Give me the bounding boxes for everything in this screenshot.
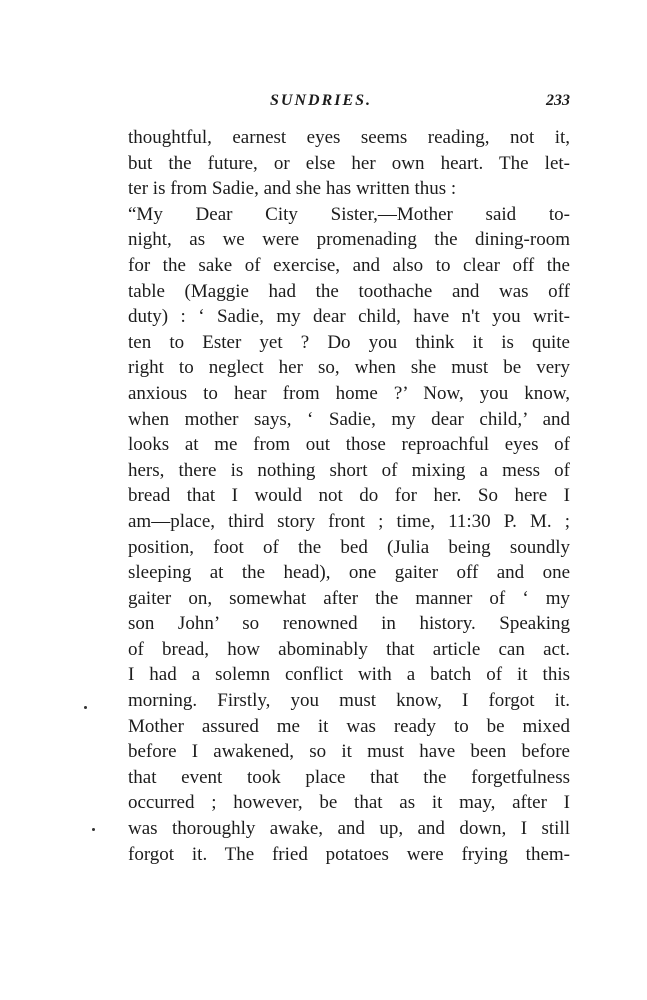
text-line-20: son John’ so renowned in history. Speaking [128, 613, 570, 635]
text-line-28: was thoroughly awake, and up, and down, I still [128, 818, 570, 840]
text-line-17: position, foot of the bed (Julia being soundly [128, 536, 570, 558]
text-line-18: sleeping at the head), one gaiter off and one [128, 562, 570, 584]
text-line-2: but the future, or else her own heart. The let- [128, 152, 570, 174]
text-line-13: looks at me from out those reproachful eyes of [128, 434, 570, 456]
text-line-15: bread that I would not do for her. So here I [128, 485, 570, 507]
text-line-21: of bread, how abominably that article can act. [128, 638, 570, 660]
text-line-25: before I awakened, so it must have been before [128, 741, 570, 763]
margin-mark [84, 706, 87, 709]
margin-mark [92, 828, 95, 831]
text-line-19: gaiter on, somewhat after the manner of ‘ my [128, 587, 570, 609]
text-line-6: for the sake of exercise, and also to clear off the [128, 254, 570, 276]
text-line-5: night, as we were promenading the dining-room [128, 229, 570, 251]
text-line-27: occurred ; however, be that as it may, after I [128, 792, 570, 814]
text-line-9: ten to Ester yet ? Do you think it is quite [128, 331, 570, 353]
text-line-12: when mother says, ‘ Sadie, my dear child,’ and [128, 408, 570, 430]
text-line-11: anxious to hear from home ?’ Now, you know, [128, 382, 570, 404]
text-line-22: I had a solemn conflict with a batch of it this [128, 664, 570, 686]
running-head-title: SUNDRIES. [270, 92, 373, 109]
text-line-3: ter is from Sadie, and she has written thus : [128, 178, 457, 200]
text-line-16: am—place, third story front ; time, 11:30 P. M. ; [128, 510, 570, 532]
text-line-10: right to neglect her so, when she must be very [128, 357, 570, 379]
text-line-24: Mother assured me it was ready to be mixed [128, 715, 570, 737]
page-number: 233 [546, 92, 570, 109]
body-text [128, 125, 570, 867]
text-line-26: that event took place that the forgetfulness [128, 766, 570, 788]
running-head [128, 92, 570, 116]
text-line-1: thoughtful, earnest eyes seems reading, not it, [128, 127, 570, 148]
text-line-23: morning. Firstly, you must know, I forgot it. [128, 690, 570, 712]
text-line-29: forgot it. The fried potatoes were frying them- [128, 843, 570, 865]
text-line-7: table (Maggie had the toothache and was off [128, 280, 570, 302]
text-line-4: “My Dear City Sister,—Mother said to- [128, 203, 570, 225]
text-line-8: duty) : ‘ Sadie, my dear child, have n't you writ- [128, 306, 570, 328]
text-line-14: hers, there is nothing short of mixing a mess of [128, 459, 570, 481]
